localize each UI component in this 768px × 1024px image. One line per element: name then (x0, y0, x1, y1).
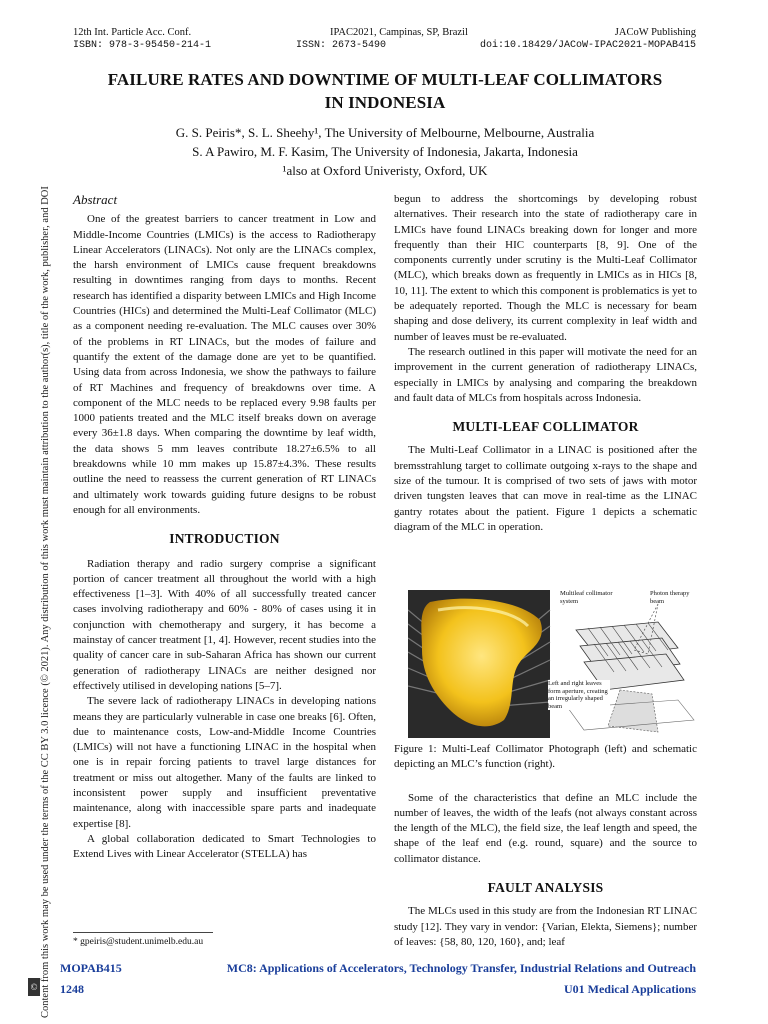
header-publisher: JACoW Publishing (614, 27, 696, 38)
cc-badge (28, 978, 40, 996)
footnote: * gpeiris@student.unimelb.edu.au (73, 937, 204, 947)
right-paragraph-2: The research outlined in this paper will motivate the need for an improvement in the current generation of radiotherapy LINACs, especially in LMICs by analysing and comparing the breakdown and fault data of MLCs from hospitals across Indonesia. (394, 345, 697, 404)
title-line-1: FAILURE RATES AND DOWNTIME OF MULTI-LEAF COLLIMATORS (107, 70, 663, 89)
footer-subtrack: U01 Medical Applications (563, 982, 696, 996)
fault-analysis-heading: FAULT ANALYSIS (487, 880, 604, 896)
header-doi: doi:10.18429/JACoW-IPAC2021-MOPAB415 (479, 40, 696, 51)
figure-1-caption: Figure 1: Multi-Leaf Collimator Photograph (left) and schematic depicting an MLC’s function (right). (394, 743, 697, 771)
characteristics-paragraph: Some of the characteristics that define an MLC include the number of leaves, the width of the leafs (not always constant across the length of the MLC), the field size, the leaf length and speed, the shape of the leaf end (e.g. round, square) and the source to collimator distance. (394, 791, 697, 865)
introduction-heading: INTRODUCTION (169, 531, 280, 547)
header-isbn: ISBN: 978-3-95450-214-1 (73, 40, 212, 51)
label-mlc-system: Multileaf collimator system (560, 590, 613, 605)
header-conference: 12th Int. Particle Acc. Conf. (73, 27, 192, 38)
header-venue: IPAC2021, Campinas, SP, Brazil (330, 27, 468, 38)
paper-title (60, 68, 710, 114)
label-photon-beam: Photon therapy beam (650, 590, 690, 605)
footnote-rule (73, 932, 213, 933)
left-column (73, 192, 376, 862)
authors-line-2: S. A Pawiro, M. F. Kasim, The University of Indonesia, Jakarta, Indonesia (192, 144, 578, 159)
authors-line-3: ¹also at Oxford Univeristy, Oxford, UK (282, 163, 488, 178)
intro-paragraph-3: A global collaboration dedicated to Smart Technologies to Extend Lives with Linear Accelerator (STELLA) has (73, 832, 376, 861)
right-paragraph-1: begun to address the shortcomings by developing robust alternatives. Their research into the state of radiotherapy care in LMICs have found LINACs breaking down for longer and more frequently than their HIC counterparts [8, 9]. One of the components currently under scrutiny is the Multi-Leaf Collimator (MLC), which breaks down as frequently in LMICs as in HICs [8, 10, 11]. The extent to which this component is problematics is yet to be adequately reported. Though the MLC is necessary for beam shaping and dose delivery, its current complexity in leaf width and number of leaves must be re-evaluated. (394, 193, 697, 343)
right-column (394, 192, 697, 535)
authors-line-1: G. S. Peiris*, S. L. Sheehy¹, The University of Melbourne, Melbourne, Australia (175, 125, 595, 140)
footer-page-number: 1248 (60, 982, 84, 996)
abstract-heading: Abstract (73, 192, 118, 207)
label-leaves: Left and right leaves form aperture, creating an irregularly shaped beam (548, 680, 610, 710)
intro-paragraph-2: The severe lack of radiotherapy LINACs in developing nations means they are particularly vulnerable in case one breaks [6]. Often, due to maintenance costs, Low-and-Middle Income Countries (LMICs) will not have a functioning LINAC in the hospital when one is in repair forcing patients to travel large distances for treatment or miss out altogether. Many of the faults are linked to inconsistent power supply and insufficient preventative maintenance, along with inaccessible spare parts and inadequate expertise [8]. (73, 695, 376, 830)
header-issn: ISSN: 2673-5490 (296, 40, 387, 51)
mlc-paragraph: The Multi-Leaf Collimator in a LINAC is positioned after the bremsstrahlung target to collimate outgoing x-rays to the shape and size of the tumour. It is comprised of two sets of jaws with motor driven tungsten leaves that can move in real-time as the LINAC gantry rotates about the patient. Figure 1 depicts a schematic diagram of the MLC in operation. (394, 444, 697, 533)
license-sidebar: Content from this work may be used under the terms of the CC BY 3.0 licence (© 2021). Any distribution of this work must maintain attribution to the author(s), title of the work, publisher, and DOI (40, 186, 51, 1018)
abstract-text: One of the greatest barriers to cancer treatment in Low and Middle-Income Countries (LMICs) is the access to Radiotherapy Linear Accelerators (LINACs). Not only are the LINACs complex, the harsh environment of LMICs cause frequent breakdowns resulting in downtimes ranging from days to months. Recent research has identified a disparity between LMICs and High Income Countries (HICs) and determined the Multi-Leaf Collimator (MLC) as a component needing re-evaluation. The MLC causes over 30% of the problems in RT LINACs, but the modes of failure and quantify the extent of the damage done are yet to be quantified. Using data from across Indonesia, we show the pathways to failure of RT Machines and frequency of breakdowns over time. A component of the MLC needs to be replaced every 9.98 faults per 1000 patients treated and the MLC itself breaks down on average every 36±1.8 days. When comparing the downtime by leaf width, the data shows 5 mm leaves contribute 18.27±6.5% to all breakdowns while 10 mm makes up 15.87±4.3%. These results outline the need to reassess the current generation of RT LINACs and ultimately work towards guiding future designs to be robust enough for all environments. (73, 213, 376, 516)
right-column-lower (394, 742, 697, 950)
footer-track: MC8: Applications of Accelerators, Technology Transfer, Industrial Relations and Outreach (226, 961, 696, 975)
figure-1-image (408, 590, 700, 738)
authors-block (60, 123, 710, 180)
mlc-heading: MULTI-LEAF COLLIMATOR (452, 419, 639, 435)
cc-badge-label: © (30, 982, 38, 992)
title-line-2: IN INDONESIA (324, 93, 446, 112)
footer-paper-id: MOPAB415 (60, 961, 122, 975)
fault-paragraph: The MLCs used in this study are from the Indonesian RT LINAC study [12]. They vary in vendor: {Varian, Elekta, Siemens}; number of leaves: {58, 80, 120, 160}, and; leaf (394, 905, 697, 948)
intro-paragraph-1: Radiation therapy and radio surgery comprise a significant portion of cancer treatment all throughout the world with a high effectiveness [1–3]. With 40% of all successfully treated cancer cases involving radiotherapy and 60% - 80% of cases using it in conjunction with chemotherapy and surgery, it has become a mainstay of cancer treatment [1, 4]. However, recent studies into the quality of cancer care in sub-Saharan Africa has shown our current generation of radiotherapy LINACs are neither designed nor effectively utilised in developing nations [5–7]. (73, 557, 376, 692)
figure-1 (408, 590, 700, 738)
